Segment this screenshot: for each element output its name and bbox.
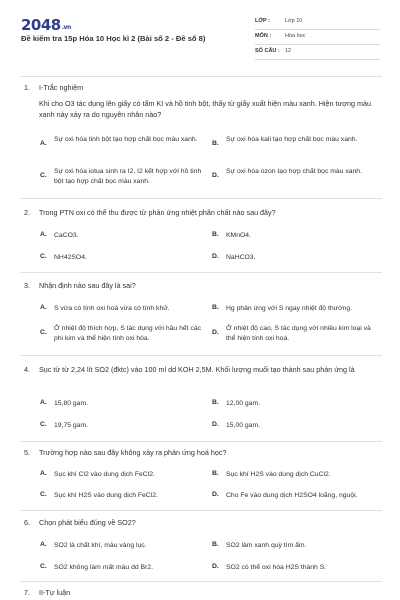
info-row-count [255, 45, 380, 60]
question-text: Sục từ từ 2,24 lít SO2 (đktc) vào 100 ml dd KOH 2,5M. Khối lượng muối tạo thành sau phản ứng là [39, 365, 355, 374]
question-number: 6. [24, 518, 30, 527]
option-letter: D. [212, 491, 219, 498]
option-letter: B. [212, 541, 219, 548]
option-text: Sự oxi hóa ozon tạo hợp chất bọc màu xanh. [226, 168, 362, 175]
info-value: Lớp 10 [285, 18, 303, 24]
exam-header [0, 0, 400, 78]
option-letter: B. [212, 470, 219, 477]
option-letter: A. [40, 140, 47, 147]
option-letter: C. [40, 563, 47, 570]
option-text: Cho Fe vào dung dịch H2SO4 loãng, nguội. [226, 492, 358, 499]
option-letter: A. [40, 231, 47, 238]
option-letter: D. [212, 253, 219, 260]
section-divider [20, 272, 382, 273]
info-row-subject [255, 30, 380, 45]
exam-info-table [255, 15, 380, 60]
option-text: KMnO4. [226, 232, 251, 239]
question-text: Trường hợp nào sau đây không xảy ra phản ứng hoá học? [39, 448, 227, 457]
info-label: MÔN : [255, 33, 272, 39]
info-value: 12 [285, 48, 292, 54]
question-number: 1. [24, 83, 30, 92]
option-letter: C. [40, 491, 47, 498]
option-text: 19,75 gam. [54, 422, 89, 429]
question-text: Nhận định nào sau đây là sai? [39, 281, 136, 290]
option-text: CaCO3. [54, 232, 79, 239]
option-text: S vừa có tính oxi hoá vừa có tính khử. [54, 305, 170, 312]
option-letter: D. [212, 421, 219, 428]
option-text: NaHCO3. [226, 254, 256, 261]
logo-text: 2048 [21, 16, 61, 34]
option-letter: C. [40, 329, 47, 336]
option-text: SO2 không làm mất màu dd Br2. [54, 564, 153, 571]
option-text: Sự oxi hóa tinh bột tạo hợp chất bọc màu xanh. [54, 136, 198, 143]
option-letter: A. [40, 541, 47, 548]
question-text: Chọn phát biểu đúng về SO2? [39, 518, 136, 527]
question-number: 5. [24, 448, 30, 457]
option-letter: B. [212, 140, 219, 147]
question-number: 7. [24, 588, 30, 597]
option-letter: D. [212, 563, 219, 570]
exam-title: Đề kiểm tra 15p Hóa 10 Học kì 2 (Bài số 2 - Đề số 8) [21, 34, 206, 43]
question-number: 4. [24, 365, 30, 374]
option-text: Sự oxi hóa kali tạo hợp chất bọc màu xanh. [226, 136, 358, 143]
option-letter: C. [40, 172, 47, 179]
question-text: I-Trắc nghiệm [39, 83, 84, 92]
option-letter: D. [212, 172, 219, 179]
logo-suffix: .vn [61, 24, 71, 31]
option-text: Ở nhiệt độ cao, S tác dụng với nhiều kim loại và thể hiện tính oxi hoá. [226, 325, 371, 342]
section-divider [20, 581, 382, 582]
question-text: Trong PTN oxi có thể thu được từ phản ứng nhiệt phân chất nào sau đây? [39, 208, 276, 217]
option-letter: A. [40, 470, 47, 477]
question-number: 3. [24, 281, 30, 290]
option-text: Sục khí Cl2 vào dung dịch FeCl2. [54, 471, 155, 478]
section-divider [20, 441, 382, 442]
info-value: Hóa học [285, 33, 306, 39]
site-logo[interactable] [21, 16, 71, 34]
option-text: 15,00 gam. [226, 422, 261, 429]
option-letter: D. [212, 329, 219, 336]
option-text: Hg phản ứng với S ngay nhiệt độ thường. [226, 305, 353, 312]
question-subtext: Khi cho O3 tác dụng lên giấy có tẩm KI và hồ tinh bột, thấy từ giấy xuất hiện màu xanh. Hiện tượng màu xanh này xảy ra do nguyên nhân nào? [39, 99, 371, 119]
option-text: SO2 làm xanh quỳ tím ẩm. [226, 542, 307, 549]
option-text: SO2 có thể oxi hóa H2S thành S. [226, 564, 327, 571]
option-letter: A. [40, 399, 47, 406]
section-divider [20, 510, 382, 511]
info-row-class [255, 15, 380, 30]
section-divider [20, 198, 382, 199]
section-divider [20, 355, 382, 356]
option-text: SO2 là chất khí, màu vàng lục. [54, 542, 147, 549]
option-letter: B. [212, 304, 219, 311]
section-divider [20, 76, 382, 77]
info-label: SỐ CÂU : [255, 48, 280, 54]
option-letter: A. [40, 304, 47, 311]
option-text: Sục khí H2S vào dung dịch FeCl2. [54, 492, 158, 499]
option-letter: B. [212, 399, 219, 406]
option-text: 12,00 gam. [226, 400, 261, 407]
option-letter: C. [40, 253, 47, 260]
option-text: Ở nhiệt độ thích hợp, S tác dụng với hầu hết các phi kim và thể hiện tính oxi hóa. [54, 325, 201, 342]
question-number: 2. [24, 208, 30, 217]
info-label: LỚP : [255, 18, 270, 24]
option-letter: C. [40, 421, 47, 428]
option-text: Sự oxi hóa iotua sinh ra I2, I2 kết hợp với hồ tinh bột tạo hợp chất bọc màu xanh. [54, 168, 202, 185]
question-text: II-Tự luận [39, 588, 71, 597]
option-text: NH42SO4. [54, 254, 87, 261]
option-text: Sục khí H2S vào dung dịch CuCl2. [226, 471, 331, 478]
option-text: 15,80 gam. [54, 400, 89, 407]
option-letter: B. [212, 231, 219, 238]
